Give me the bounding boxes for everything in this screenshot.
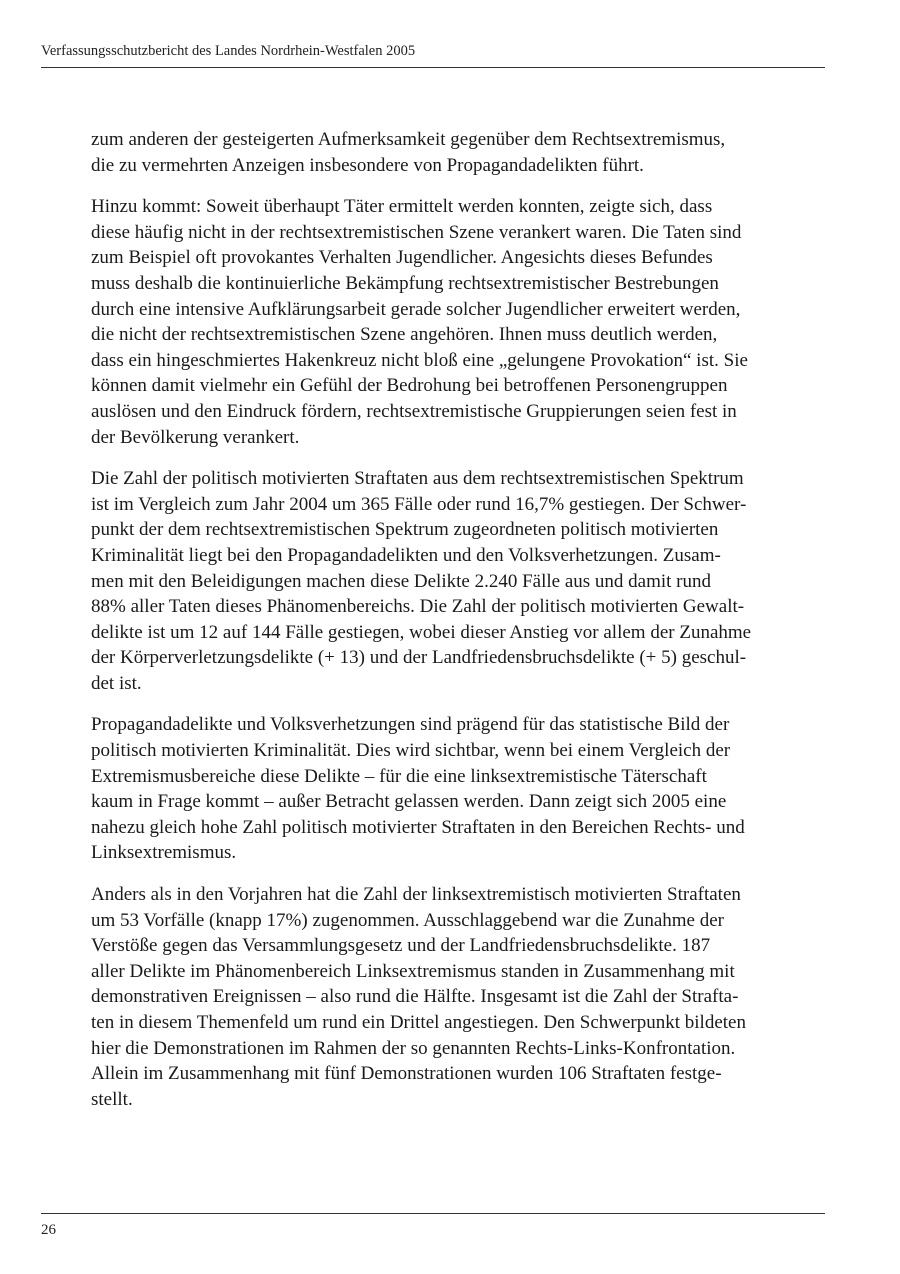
text-line: Kriminalität liegt bei den Propagandadelikten und den Volksverhetzungen. Zusam-	[91, 544, 721, 566]
text-line: Die Zahl der politisch motivierten Straftaten aus dem rechtsextremistischen Spektrum	[91, 468, 744, 490]
text-line: Allein im Zusammenhang mit fünf Demonstrationen wurden 106 Straftaten festge-	[91, 1063, 722, 1085]
page-number: 26	[41, 1222, 56, 1238]
text-line: zum anderen der gesteigerten Aufmerksamkeit gegenüber dem Rechtsextremismus,	[91, 129, 726, 150]
footer-divider	[41, 1213, 825, 1214]
text-line: kaum in Frage kommt – außer Betracht gelassen werden. Dann zeigt sich 2005 eine	[91, 791, 727, 813]
paragraph-4	[91, 712, 827, 866]
paragraph-5	[91, 882, 827, 1112]
text-line: die nicht der rechtsextremistischen Szene angehören. Ihnen muss deutlich werden,	[91, 324, 718, 346]
text-line: diese häufig nicht in der rechtsextremistischen Szene verankert waren. Die Taten sind	[91, 221, 742, 243]
text-line: politisch motivierten Kriminalität. Dies wird sichtbar, wenn bei einem Vergleich der	[91, 740, 731, 762]
text-line: um 53 Vorfälle (knapp 17%) zugenommen. Ausschlaggebend war die Zunahme der	[91, 909, 724, 931]
header-divider	[41, 67, 825, 68]
text-line: Anders als in den Vorjahren hat die Zahl der linksextremistisch motivierten Straftaten	[91, 884, 741, 906]
text-line: nahezu gleich hohe Zahl politisch motivierter Straftaten in den Bereichen Rechts- und	[91, 816, 745, 838]
text-line: demonstrativen Ereignissen – also rund die Hälfte. Insgesamt ist die Zahl der Strafta-	[91, 986, 739, 1008]
text-line: Linksextremismus.	[91, 842, 237, 864]
text-line: der Körperverletzungsdelikte (+ 13) und der Landfriedensbruchsdelikte (+ 5) geschul-	[91, 647, 747, 669]
paragraph-2	[91, 194, 827, 450]
text-line: zum Beispiel oft provokantes Verhalten Jugendlicher. Angesichts dieses Befundes	[91, 247, 713, 269]
text-line: det ist.	[91, 672, 142, 694]
text-line: Verstöße gegen das Versammlungsgesetz und der Landfriedensbruchsdelikte. 187	[91, 935, 711, 957]
text-line: delikte ist um 12 auf 144 Fälle gestiegen, wobei dieser Anstieg vor allem der Zunahme	[91, 621, 752, 643]
text-line: punkt der dem rechtsextremistischen Spektrum zugeordneten politisch motivierten	[91, 519, 719, 541]
text-line: können damit vielmehr ein Gefühl der Bedrohung bei betroffenen Personengruppen	[91, 375, 728, 397]
body-text	[91, 127, 827, 1128]
text-line: auslösen und den Eindruck fördern, rechtsextremistische Gruppierungen seien fest in	[91, 400, 737, 422]
text-line: hier die Demonstrationen im Rahmen der so genannten Rechts-Links-Konfrontation.	[91, 1037, 736, 1059]
text-line: durch eine intensive Aufklärungsarbeit gerade solcher Jugendlicher erweitert werden,	[91, 298, 741, 320]
text-line: ten in diesem Themenfeld um rund ein Drittel angestiegen. Den Schwerpunkt bildeten	[91, 1012, 746, 1033]
running-header-title: Verfassungsschutzbericht des Landes Nordrhein-Westfalen 2005	[41, 43, 416, 59]
text-line: der Bevölkerung verankert.	[91, 426, 300, 448]
text-line: stellt.	[91, 1088, 133, 1110]
text-line: ist im Vergleich zum Jahr 2004 um 365 Fälle oder rund 16,7% gestiegen. Der Schwer-	[91, 493, 747, 515]
text-line: Propagandadelikte und Volksverhetzungen sind prägend für das statistische Bild der	[91, 714, 730, 736]
paragraph-3	[91, 466, 827, 696]
text-line: Extremismusbereiche diese Delikte – für die eine linksextremistische Täterschaft	[91, 765, 707, 787]
text-line: 88% aller Taten dieses Phänomenbereichs. Die Zahl der politisch motivierten Gewalt-	[91, 596, 745, 618]
text-line: men mit den Beleidigungen machen diese Delikte 2.240 Fälle aus und damit rund	[91, 570, 711, 592]
text-line: Hinzu kommt: Soweit überhaupt Täter ermittelt werden konnten, zeigte sich, dass	[91, 196, 713, 218]
text-line: aller Delikte im Phänomenbereich Linksextremismus standen in Zusammenhang mit	[91, 960, 735, 982]
text-line: die zu vermehrten Anzeigen insbesondere von Propagandadelikten führt.	[91, 154, 644, 176]
paragraph-1	[91, 127, 827, 178]
text-line: muss deshalb die kontinuierliche Bekämpfung rechtsextremistischer Bestrebungen	[91, 272, 719, 294]
text-line: dass ein hingeschmiertes Hakenkreuz nicht bloß eine „gelungene Provokation“ ist. Sie	[91, 349, 748, 371]
